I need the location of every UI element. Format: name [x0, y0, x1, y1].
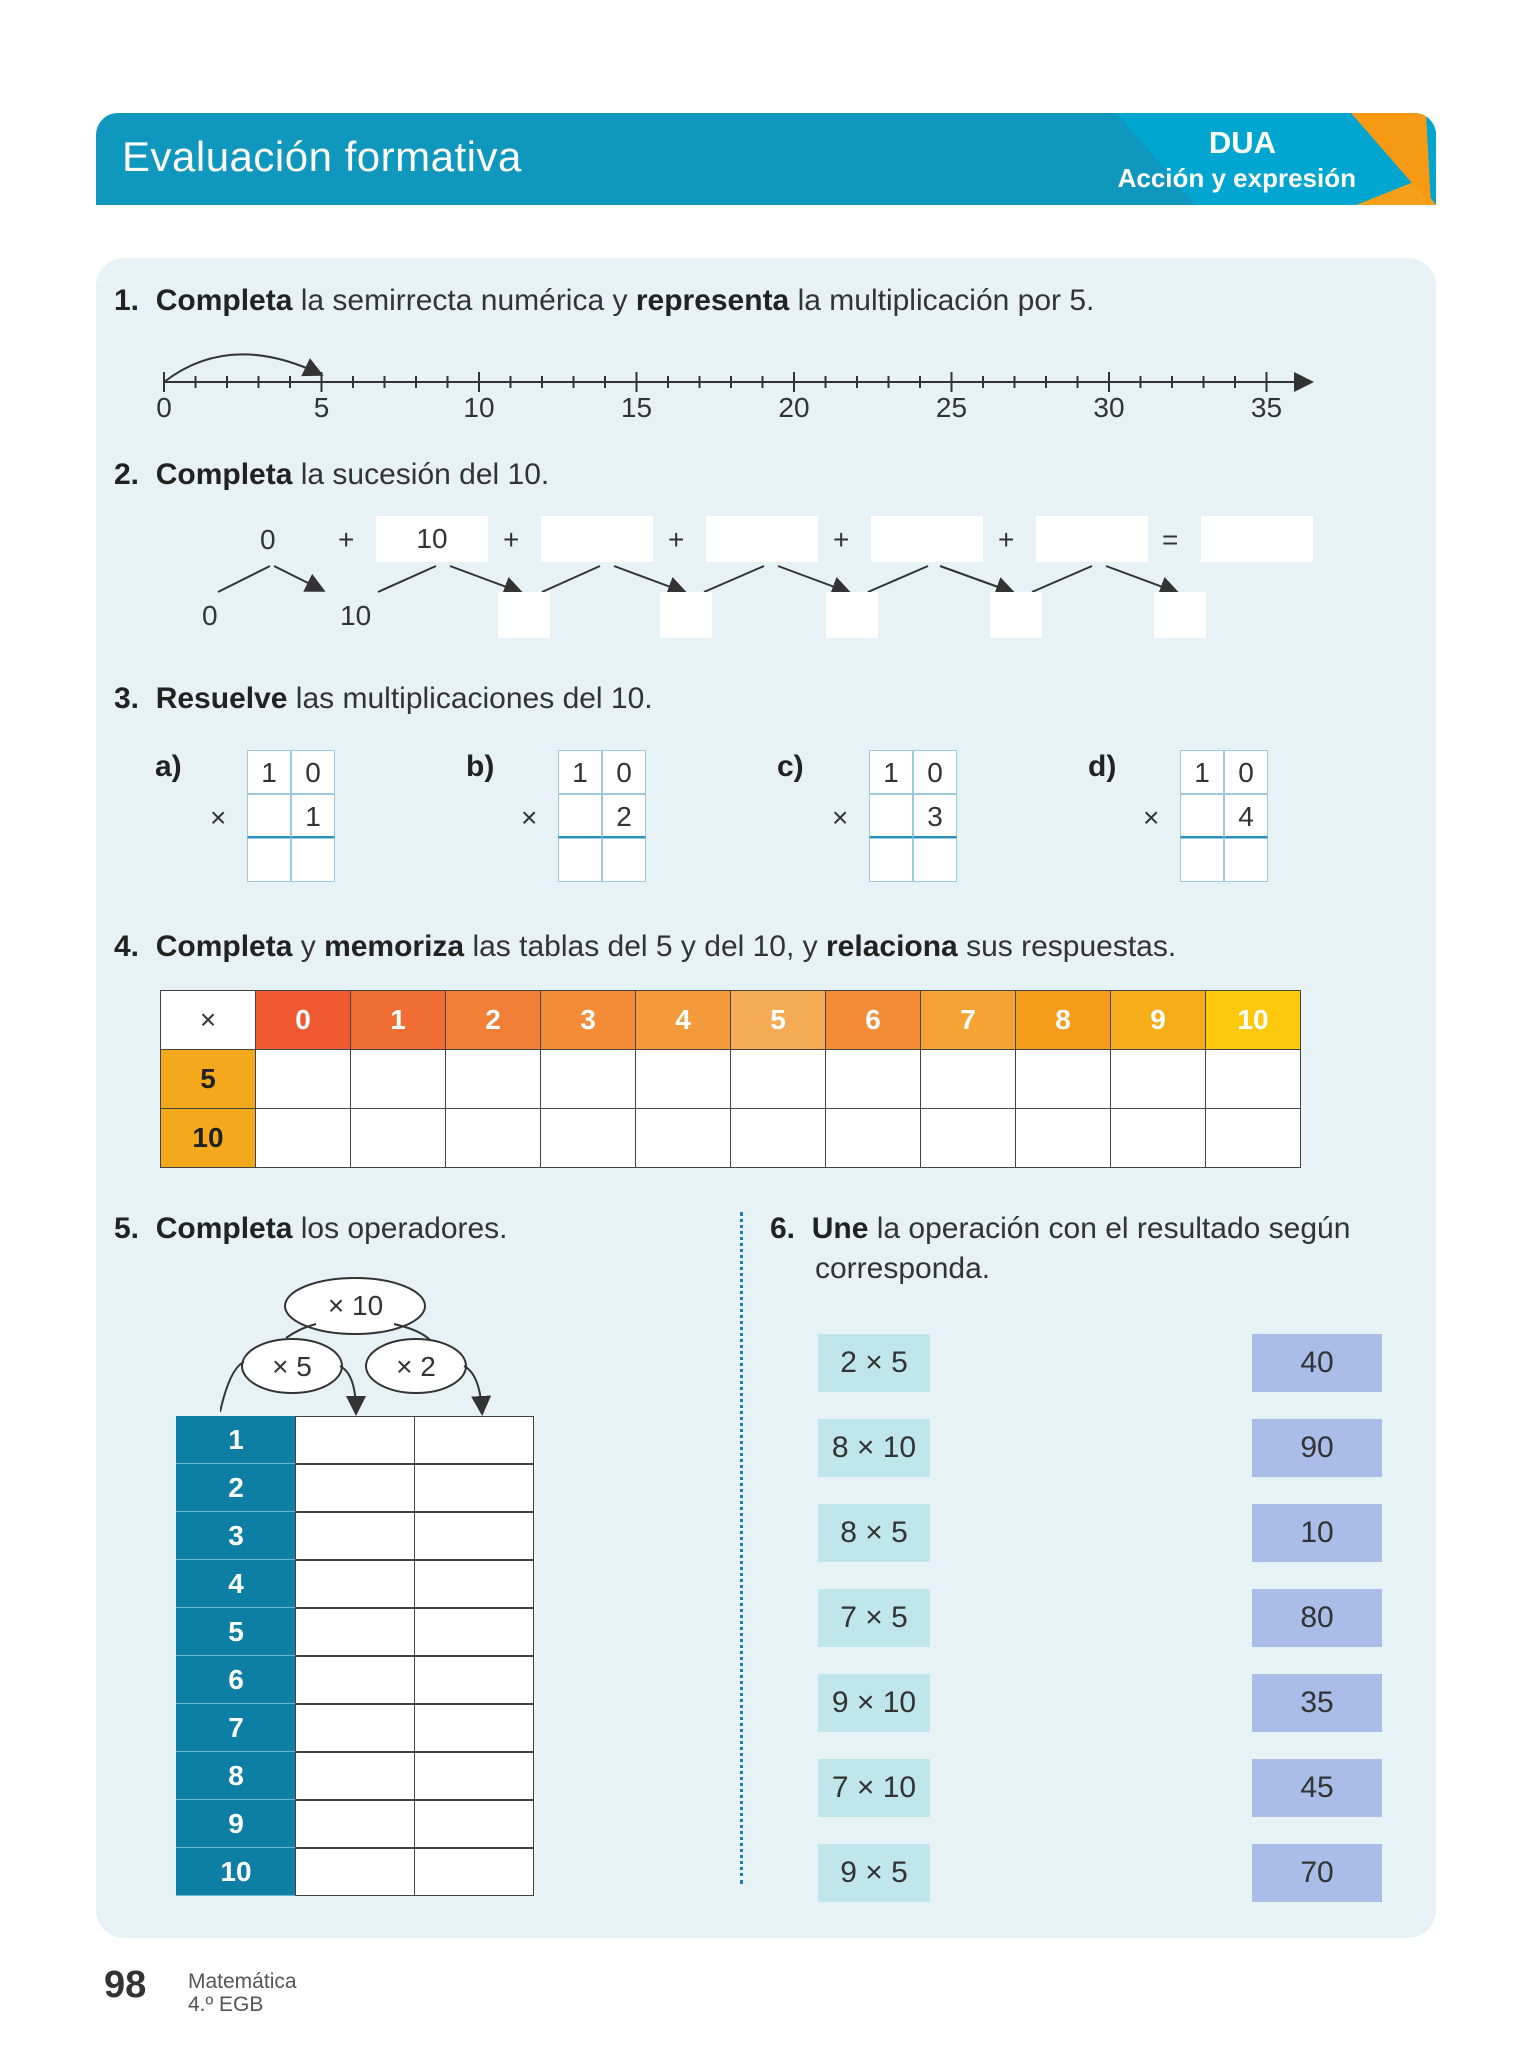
row-number: 6	[176, 1656, 296, 1704]
seq-plus-3: +	[668, 524, 685, 555]
digit-cell: 1	[869, 750, 913, 794]
column-header: 1	[351, 991, 446, 1050]
multiplication-grid	[1180, 750, 1268, 882]
row-number: 7	[176, 1704, 296, 1752]
answer-cell[interactable]	[446, 1109, 541, 1168]
digit-cell: 0	[913, 750, 957, 794]
grade-level: 4.º EGB	[188, 1993, 264, 2016]
operator-left-label: × 5	[272, 1351, 312, 1382]
digit-cell: 1	[1180, 750, 1224, 794]
table-corner-times: ×	[161, 991, 256, 1050]
header-title: Evaluación formativa	[122, 133, 522, 180]
row-number: 4	[176, 1560, 296, 1608]
q2-instruction	[114, 458, 549, 492]
operation-box[interactable]: 8 × 5	[818, 1504, 930, 1562]
column-header: 9	[1111, 991, 1206, 1050]
times-sign: ×	[521, 802, 538, 833]
seq-plus-5: +	[998, 524, 1015, 555]
answer-cell[interactable]	[1206, 1109, 1301, 1168]
answer-cell[interactable]	[731, 1050, 826, 1109]
q4-keyword-1: Completa	[155, 930, 293, 963]
seq-box-5[interactable]	[1036, 516, 1148, 562]
column-header: 4	[636, 991, 731, 1050]
table-row	[176, 1512, 534, 1560]
subject-info	[188, 1970, 297, 2016]
answer-cell[interactable]	[256, 1050, 351, 1109]
tick-label: 10	[463, 392, 495, 423]
q4-keyword-3: relaciona	[826, 930, 958, 963]
answer-cell[interactable]	[1180, 838, 1224, 882]
row-header: 5	[161, 1050, 256, 1109]
tick-label: 35	[1250, 392, 1283, 423]
seq-equals: =	[1162, 524, 1179, 555]
answer-cell-x5[interactable]	[295, 1560, 415, 1608]
seq-box-1: 10	[376, 516, 488, 562]
subject-name: Matemática	[188, 1970, 297, 1993]
exercise-label: a)	[155, 750, 182, 783]
answer-cell-x5[interactable]	[295, 1512, 415, 1560]
table-row	[176, 1656, 534, 1704]
result-box[interactable]: 10	[1252, 1504, 1382, 1562]
q5-keyword-1: Completa	[155, 1212, 293, 1245]
operation-box[interactable]: 8 × 10	[818, 1419, 930, 1477]
column-header: 5	[731, 991, 826, 1050]
section-header	[96, 113, 1436, 205]
answer-cell-x2[interactable]	[414, 1704, 534, 1752]
answer-cell[interactable]	[1016, 1109, 1111, 1168]
digit-cell: 4	[1224, 794, 1268, 838]
q6-text-1: la operación con el resultado según	[868, 1212, 1351, 1245]
seq-top-start: 0	[260, 524, 276, 555]
result-box[interactable]: 80	[1252, 1589, 1382, 1647]
answer-cell-x2[interactable]	[414, 1512, 534, 1560]
answer-cell-x2[interactable]	[414, 1656, 534, 1704]
answer-cell-x2[interactable]	[414, 1608, 534, 1656]
digit-cell: 1	[558, 750, 602, 794]
result-box[interactable]: 90	[1252, 1419, 1382, 1477]
row-number: 3	[176, 1512, 296, 1560]
result-box[interactable]: 40	[1252, 1334, 1382, 1392]
q3-instruction	[114, 682, 653, 716]
dua-title: DUA	[1208, 125, 1276, 160]
table-row	[176, 1464, 534, 1512]
q6-keyword-1: Une	[811, 1212, 869, 1245]
digit-cell: 0	[291, 750, 335, 794]
answer-cell-x2[interactable]	[414, 1752, 534, 1800]
tick-label: 15	[620, 392, 653, 423]
column-header: 8	[1016, 991, 1111, 1050]
q1-instruction	[114, 284, 1094, 318]
seq-plus-2: +	[503, 524, 520, 555]
answer-cell-x5[interactable]	[295, 1656, 415, 1704]
seq-plus-1: +	[338, 524, 355, 555]
digit-cell: 1	[291, 794, 335, 838]
table-row	[176, 1704, 534, 1752]
column-header: 6	[826, 991, 921, 1050]
tables-5-10	[160, 990, 1301, 1168]
q5-number: 5.	[114, 1212, 140, 1245]
operator-top-label: × 10	[327, 1290, 384, 1321]
jump-arrow	[164, 354, 320, 382]
digit-cell: 0	[1224, 750, 1268, 794]
answer-cell-x5[interactable]	[295, 1800, 415, 1848]
column-header: 0	[256, 991, 351, 1050]
q3-text-1: las multiplicaciones del 10.	[287, 682, 653, 715]
q2-keyword-1: Completa	[155, 458, 293, 491]
column-divider	[740, 1212, 743, 1884]
q3-keyword-1: Resuelve	[155, 682, 288, 715]
answer-cell-x2[interactable]	[414, 1464, 534, 1512]
multiplication-grid	[558, 750, 646, 882]
operator-right-label: × 2	[396, 1351, 436, 1382]
answer-cell[interactable]	[256, 1109, 351, 1168]
answer-cell[interactable]	[291, 838, 335, 882]
sequence-arrows	[200, 560, 1240, 600]
answer-cell[interactable]	[351, 1050, 446, 1109]
answer-cell[interactable]	[869, 838, 913, 882]
digit-cell	[1180, 794, 1224, 838]
answer-cell[interactable]	[636, 1050, 731, 1109]
q4-text-3: sus respuestas.	[957, 930, 1177, 963]
answer-cell[interactable]	[826, 1050, 921, 1109]
digit-cell: 2	[602, 794, 646, 838]
q5-text-1: los operadores.	[292, 1212, 508, 1245]
answer-cell-x5[interactable]	[295, 1848, 415, 1896]
row-number: 2	[176, 1464, 296, 1512]
q4-text-2: las tablas del 5 y del 10, y	[464, 930, 826, 963]
operation-box[interactable]: 7 × 10	[818, 1759, 930, 1817]
row-number: 5	[176, 1608, 296, 1656]
q4-text-1: y	[292, 930, 325, 963]
answer-cell[interactable]	[913, 838, 957, 882]
answer-cell-x2[interactable]	[414, 1560, 534, 1608]
tick-label: 25	[935, 392, 968, 423]
tick-label: 30	[1093, 392, 1125, 423]
q4-instruction	[114, 930, 1176, 964]
answer-cell-x2[interactable]	[414, 1800, 534, 1848]
answer-cell[interactable]	[446, 1050, 541, 1109]
answer-cell-x5[interactable]	[295, 1752, 415, 1800]
digit-cell: 3	[913, 794, 957, 838]
digit-cell: 1	[247, 750, 291, 794]
multiplication-grid	[869, 750, 957, 882]
multiplication-grid	[247, 750, 335, 882]
answer-cell-x2[interactable]	[414, 1416, 534, 1464]
times-sign: ×	[210, 802, 227, 833]
page-number: 98	[104, 1964, 147, 2006]
operation-box[interactable]: 2 × 5	[818, 1334, 930, 1392]
answer-cell[interactable]	[731, 1109, 826, 1168]
row-number: 10	[176, 1848, 296, 1896]
exercise-label: c)	[777, 750, 804, 783]
digit-cell: 0	[602, 750, 646, 794]
answer-cell[interactable]	[1206, 1050, 1301, 1109]
q1-text-2: la multiplicación por 5.	[789, 284, 1095, 317]
answer-cell[interactable]	[921, 1109, 1016, 1168]
q1-keyword-2: representa	[635, 284, 790, 317]
answer-cell[interactable]	[558, 838, 602, 882]
answer-cell[interactable]	[636, 1109, 731, 1168]
table-row	[176, 1608, 534, 1656]
table-row	[176, 1800, 534, 1848]
answer-cell-x5[interactable]	[295, 1416, 415, 1464]
digit-cell	[247, 794, 291, 838]
row-header: 10	[161, 1109, 256, 1168]
q1-text-1: la semirrecta numérica y	[292, 284, 636, 317]
table-row	[176, 1560, 534, 1608]
operation-box[interactable]: 9 × 5	[818, 1844, 930, 1902]
column-header: 7	[921, 991, 1016, 1050]
digit-cell	[558, 794, 602, 838]
dua-subtitle: Acción y expresión	[1117, 163, 1356, 193]
seq-bottom-box-5[interactable]	[1154, 592, 1206, 638]
q1-keyword-1: Completa	[155, 284, 293, 317]
dua-panel	[1016, 113, 1436, 205]
q2-text-1: la sucesión del 10.	[292, 458, 550, 491]
seq-bottom-first: 10	[340, 600, 372, 631]
exercise-label: d)	[1088, 750, 1117, 783]
answer-cell[interactable]	[1016, 1050, 1111, 1109]
seq-box-4[interactable]	[871, 516, 983, 562]
tick-label: 20	[778, 392, 810, 423]
seq-bottom-start: 0	[202, 600, 218, 631]
operation-box[interactable]: 9 × 10	[818, 1674, 930, 1732]
table-row	[176, 1416, 534, 1464]
q4-number: 4.	[114, 930, 140, 963]
row-number: 1	[176, 1416, 296, 1464]
seq-bottom-box-3[interactable]	[826, 592, 878, 638]
seq-bottom-box-1[interactable]	[498, 592, 550, 638]
result-box[interactable]: 45	[1252, 1759, 1382, 1817]
seq-bottom-box-2[interactable]	[660, 592, 712, 638]
answer-cell-x5[interactable]	[295, 1704, 415, 1752]
q6-number: 6.	[770, 1212, 796, 1245]
table-row	[176, 1848, 534, 1896]
column-header: 10	[1206, 991, 1301, 1050]
tick-label: 5	[313, 392, 330, 423]
column-header: 2	[446, 991, 541, 1050]
digit-cell	[869, 794, 913, 838]
answer-cell[interactable]	[1111, 1109, 1206, 1168]
answer-cell-x2[interactable]	[414, 1848, 534, 1896]
result-box[interactable]: 35	[1252, 1674, 1382, 1732]
answer-cell[interactable]	[541, 1109, 636, 1168]
answer-cell[interactable]	[602, 838, 646, 882]
q5-instruction	[114, 1212, 508, 1246]
answer-cell[interactable]	[351, 1109, 446, 1168]
answer-cell[interactable]	[921, 1050, 1016, 1109]
answer-cell[interactable]	[247, 838, 291, 882]
seq-result-box[interactable]	[1201, 516, 1313, 562]
seq-box-2[interactable]	[541, 516, 653, 562]
q4-keyword-2: memoriza	[324, 930, 465, 963]
column-header: 3	[541, 991, 636, 1050]
answer-cell[interactable]	[1224, 838, 1268, 882]
row-number: 8	[176, 1752, 296, 1800]
answer-cell[interactable]	[826, 1109, 921, 1168]
answer-cell[interactable]	[541, 1050, 636, 1109]
times-sign: ×	[832, 802, 849, 833]
q2-number: 2.	[114, 458, 140, 491]
q6-instruction-line2: corresponda.	[815, 1252, 991, 1285]
result-box[interactable]: 70	[1252, 1844, 1382, 1902]
seq-plus-4: +	[833, 524, 850, 555]
answer-cell[interactable]	[1111, 1050, 1206, 1109]
exercise-label: b)	[466, 750, 495, 783]
seq-bottom-box-4[interactable]	[990, 592, 1042, 638]
q3-number: 3.	[114, 682, 140, 715]
q1-number: 1.	[114, 284, 140, 317]
q6-instruction-line1	[770, 1212, 1350, 1246]
tick-label: 0	[156, 392, 172, 423]
seq-box-3[interactable]	[706, 516, 818, 562]
row-number: 9	[176, 1800, 296, 1848]
times-sign: ×	[1143, 802, 1160, 833]
answer-cell-x5[interactable]	[295, 1608, 415, 1656]
table-row	[176, 1752, 534, 1800]
answer-cell-x5[interactable]	[295, 1464, 415, 1512]
operation-box[interactable]: 7 × 5	[818, 1589, 930, 1647]
